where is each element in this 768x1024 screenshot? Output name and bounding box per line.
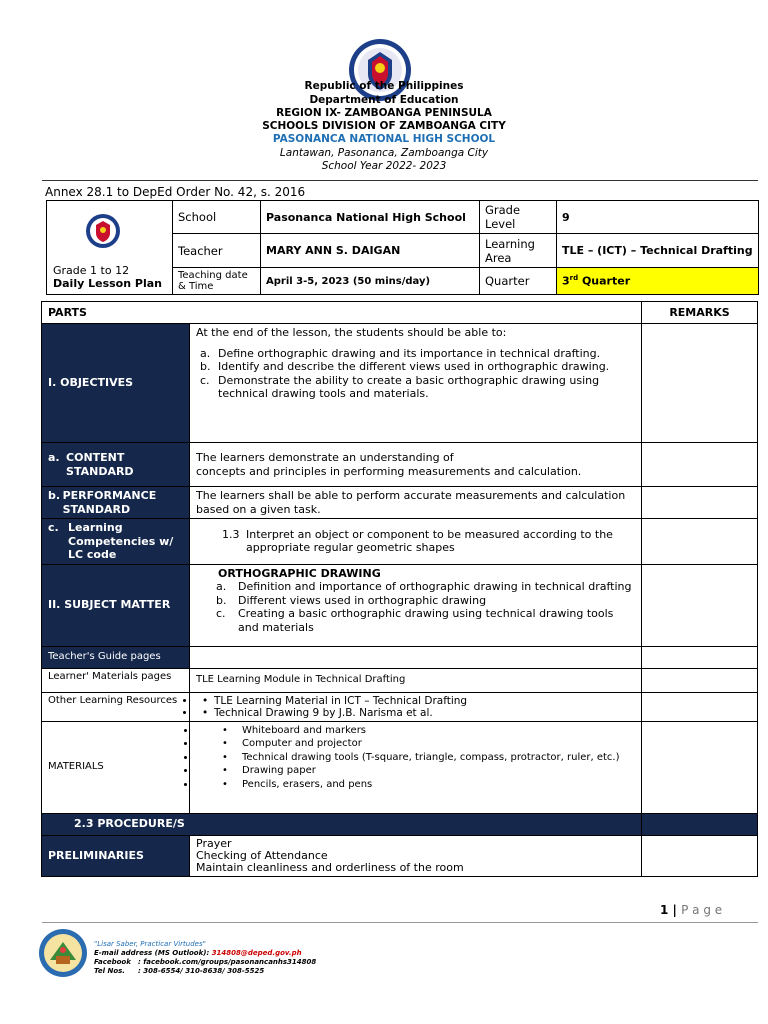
subject-list	[196, 580, 635, 634]
preliminaries-label: PRELIMINARIES	[42, 835, 190, 876]
material-item: • • Computer and projector	[196, 737, 635, 751]
header-region: REGION IX- ZAMBOANGA PENINSULA	[276, 107, 492, 119]
subject-matter-label: II. SUBJECT MATTER	[42, 564, 190, 646]
footer-facebook: Facebook : facebook.com/groups/pasonancanhs314808	[94, 958, 317, 966]
school-logo	[38, 928, 88, 978]
resource-item: • • Technical Drawing 9 by J.B. Narisma et al.	[196, 707, 635, 719]
material-item: • • Pencils, erasers, and pens	[196, 778, 635, 792]
objectives-content	[190, 324, 642, 443]
material-item: • • Technical drawing tools (T-square, triangle, compass, protractor, ruler, etc.)	[196, 751, 635, 765]
annex-reference: Annex 28.1 to DepEd Order No. 42, s. 2016	[45, 185, 306, 199]
subject-item: c. Creating a basic orthographic drawing using technical drawing tools and materials	[216, 607, 614, 634]
objective-item: b. Identify and describe the different views used in orthographic drawing.	[200, 360, 610, 373]
subject-item: a. Definition and importance of orthographic drawing in technical drafting	[216, 580, 632, 593]
footer-email: E-mail address (MS Outlook): 314808@deped.gov.ph	[94, 949, 302, 957]
performance-standard-label: b. PERFORMANCE STANDARD	[42, 487, 190, 519]
header-department: Department of Education	[309, 94, 459, 106]
grade-label: Grade Level	[480, 201, 557, 234]
quarter-value: 3rd Quarter	[557, 268, 759, 295]
materials-remarks	[642, 721, 758, 813]
objectives-label: I. OBJECTIVES	[42, 324, 190, 443]
resource-item: • • TLE Learning Material in ICT – Technical Drafting	[196, 695, 635, 707]
other-resources-label: Other Learning Resources	[42, 692, 190, 721]
teacher-value: MARY ANN S. DAIGAN	[261, 234, 480, 268]
subject-matter-remarks	[642, 564, 758, 646]
objectives-intro: At the end of the lesson, the students should be able to:	[196, 326, 507, 339]
school-label: School	[173, 201, 261, 234]
subject-matter-content	[190, 564, 642, 646]
dlp-title-cell	[47, 201, 173, 295]
header-divider	[42, 180, 758, 181]
performance-standard-text: The learners shall be able to perform accurate measurements and calculation based on a given task.	[190, 487, 642, 519]
objective-item: a. Define orthographic drawing and its importance in technical drafting.	[200, 346, 601, 360]
other-resources-remarks	[642, 692, 758, 721]
material-item: • • Drawing paper	[196, 764, 635, 778]
header-republic: Republic of the Philippines	[304, 80, 464, 92]
school-value: Pasonanca National High School	[261, 201, 480, 234]
page-number: 1 | P a g e	[660, 903, 723, 917]
learner-materials-value: TLE Learning Module in Technical Drafting	[190, 668, 642, 692]
preliminaries-remarks	[642, 835, 758, 876]
area-label: Learning Area	[480, 234, 557, 268]
procedure-remarks	[642, 813, 758, 835]
quarter-label: Quarter	[480, 268, 557, 295]
learner-materials-label: Learner' Materials pages	[42, 668, 190, 692]
header-school-year: School Year 2022- 2023	[321, 160, 447, 172]
materials-value	[190, 721, 642, 813]
header-school-name: PASONANCA NATIONAL HIGH SCHOOL	[272, 133, 496, 145]
teacher-label: Teacher	[173, 234, 261, 268]
subject-title: ORTHOGRAPHIC DRAWING	[218, 566, 381, 580]
footer-telephone: Tel Nos. : 308-6554/ 310-8638/ 308-5525	[94, 967, 265, 975]
dlp-title: Daily Lesson Plan	[53, 277, 162, 290]
date-label: Teaching date & Time	[173, 268, 261, 295]
objectives-remarks	[642, 324, 758, 443]
objective-item: c. Demonstrate the ability to create a basic orthographic drawing using technical drawing tools and materials.	[200, 373, 600, 400]
date-value: April 3-5, 2023 (50 mins/day)	[261, 268, 480, 295]
dlp-grade-range: Grade 1 to 12	[53, 264, 130, 277]
parts-header: PARTS	[42, 302, 642, 324]
preliminaries-content: Prayer Checking of Attendance Maintain cleanliness and orderliness of the room	[190, 835, 642, 876]
materials-list	[196, 724, 635, 792]
header-division: SCHOOLS DIVISION OF ZAMBOANGA CITY	[262, 120, 506, 132]
teachers-guide-value	[190, 646, 642, 668]
footer-divider	[42, 922, 758, 923]
lesson-plan-table	[41, 301, 758, 877]
header-address: Lantawan, Pasonanca, Zamboanga City	[279, 147, 489, 159]
deped-small-logo	[85, 213, 121, 249]
subject-item: b. Different views used in orthographic drawing	[216, 593, 487, 607]
grade-value: 9	[557, 201, 759, 234]
other-resources-value	[190, 692, 642, 721]
content-standard-label: a. CONTENT STANDARD	[42, 443, 190, 487]
content-standard-remarks	[642, 443, 758, 487]
objectives-list	[196, 347, 635, 401]
school-motto: "Lisar Saber, Practicar Virtudes"	[94, 940, 206, 948]
teachers-guide-label: Teacher's Guide pages	[42, 646, 190, 668]
content-standard-text: The learners demonstrate an understanding of concepts and principles in performing measurements and calculation.	[190, 443, 642, 487]
performance-standard-remarks	[642, 487, 758, 519]
material-item: • • Whiteboard and markers	[196, 724, 635, 738]
area-value: TLE – (ICT) – Technical Drafting	[557, 234, 759, 268]
other-resources-list	[196, 695, 635, 719]
procedure-header: 2.3 PROCEDURE/S	[42, 813, 642, 835]
learner-materials-remarks	[642, 668, 758, 692]
learning-competencies-remarks	[642, 519, 758, 565]
learning-competencies-label: c. Learning Competencies w/ LC code	[42, 519, 190, 565]
deped-seal-logo	[348, 38, 412, 102]
remarks-header: REMARKS	[642, 302, 758, 324]
teachers-guide-remarks	[642, 646, 758, 668]
lesson-info-table	[46, 200, 759, 295]
materials-label: MATERIALS	[42, 721, 190, 813]
learning-competencies-text: 1.3 Interpret an object or component to be measured according to the appropriate regular geometric shapes	[190, 519, 642, 565]
